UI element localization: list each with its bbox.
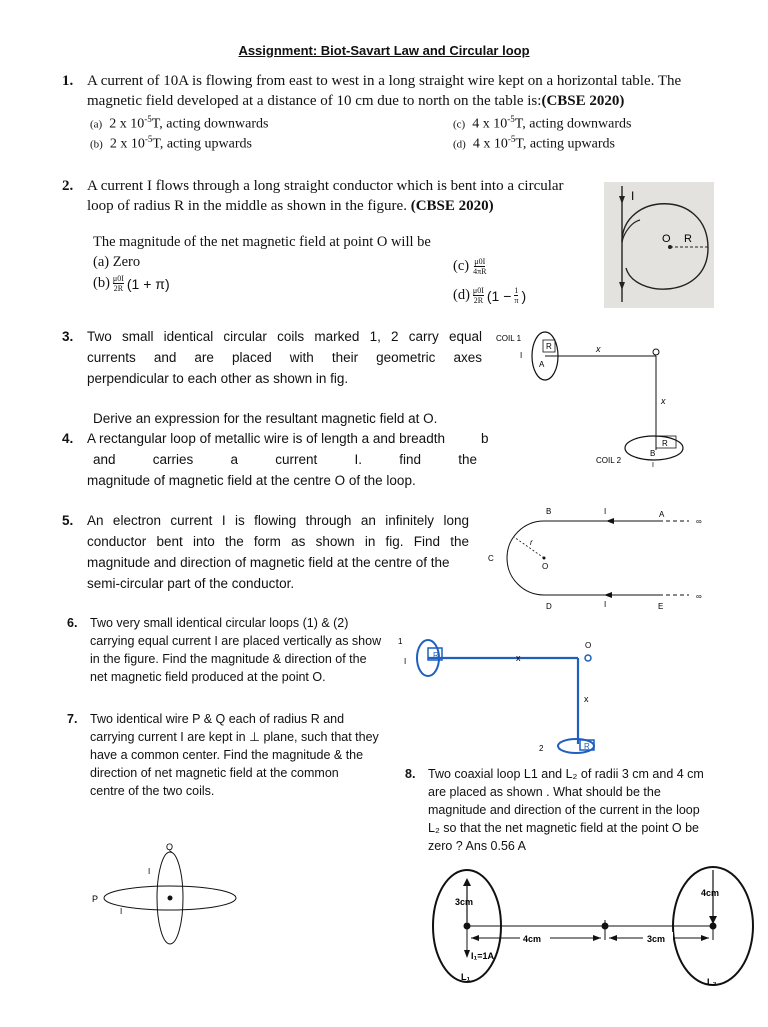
- q5-figure: [484, 503, 714, 613]
- fig-radius-label: R: [684, 233, 692, 245]
- fig-I2-label: I: [652, 462, 654, 469]
- fig-O-label: O: [542, 562, 549, 571]
- question-text: carrying current I are kept in ⊥ plane, such that they: [90, 730, 379, 744]
- option-c: (c) 4 x $10^{-5}T$, acting downwards: [453, 114, 632, 132]
- page-title: Assignment: Biot-Savart Law and Circular loop: [238, 43, 530, 58]
- fig-r-label: r: [530, 538, 533, 547]
- question-stem: The magnitude of the net magnetic field at point O will be: [93, 234, 431, 250]
- fig-x-label: x: [516, 653, 521, 663]
- fig-one-label: 1: [398, 637, 403, 646]
- fraction: μ0I 2R: [112, 274, 124, 293]
- fig-I-label: I: [148, 867, 151, 876]
- question-text: in the figure. Find the magnitude & direction of the: [90, 652, 367, 666]
- question-text: magnitude and direction of magnetic field at the centre of the: [87, 555, 450, 570]
- question-text: magnitude of magnetic field at the centre O of the loop.: [87, 473, 416, 488]
- fig-current-label: I₁=1A: [471, 951, 494, 961]
- fig-B-label: B: [650, 449, 656, 458]
- question-text: zero ? Ans 0.56 A: [428, 839, 526, 853]
- option-c: (c) μ0I 4πR: [453, 257, 487, 276]
- question-text: centre of the two coils.: [90, 784, 215, 798]
- source-tag: (CBSE 2020): [410, 198, 494, 214]
- question-text: A current I flows through a long straight conductor which is bent into a circular: [87, 178, 564, 194]
- fig-I2-label: I: [604, 600, 607, 609]
- fig-E-label: E: [658, 602, 664, 611]
- fig-L2-label: L₂: [707, 977, 717, 987]
- question-number: 2.: [62, 178, 74, 194]
- fig-R-label: R: [433, 651, 439, 660]
- fig-x2-label: x: [661, 396, 666, 406]
- fig-D-label: D: [546, 602, 552, 611]
- option-d: (d) μ0I 2R (1 − $\frac{1}{\pi}$ ): [453, 286, 527, 305]
- fig-inf-label: ∞: [696, 517, 702, 526]
- fig-C-label: C: [488, 554, 494, 563]
- option-a: (a) Zero: [93, 254, 141, 270]
- fig-O-label: O: [585, 641, 592, 650]
- q8-figure: [425, 862, 765, 1022]
- question-text: Derive an expression for the resultant magnetic field at O.: [93, 411, 438, 426]
- fraction: μ0I 2R: [472, 286, 484, 305]
- fig-I-label: I: [520, 351, 523, 360]
- fig-Q-label: Q: [166, 842, 174, 852]
- coil2-label: COIL 2: [596, 456, 622, 465]
- question-text: perpendicular to each other as shown in fig.: [87, 371, 349, 386]
- question-text: Two identical wire P & Q each of radius R and: [90, 712, 345, 726]
- fig-I-label: I: [404, 657, 407, 666]
- fig-I-label: I: [604, 507, 607, 516]
- fig-d1-label: 4cm: [523, 934, 542, 944]
- question-text: and carries a current I. find the: [93, 452, 477, 467]
- question-text: magnetic field developed at a distance of 10 cm due to north on the table is:(CBSE 2020): [87, 93, 625, 109]
- fig-x-label: x: [596, 344, 601, 354]
- q6-figure: [398, 636, 608, 758]
- fig-A-label: A: [659, 510, 665, 519]
- fraction: μ0I 4πR: [473, 257, 487, 276]
- fig-inf2-label: ∞: [696, 592, 702, 601]
- question-text: semi-circular part of the conductor.: [87, 576, 295, 591]
- question-text: A rectangular loop of metallic wire is of length a and breadth b: [87, 431, 489, 446]
- question-text: An electron current I is flowing through an infinitely long: [87, 513, 469, 528]
- fig-A-label: A: [539, 360, 545, 369]
- fig-point-label: O: [662, 233, 671, 245]
- question-text: A current of 10A is flowing from east to west in a long straight wire kept on a horizontal table. The: [87, 73, 682, 89]
- question-text: Two small identical circular coils marked 1, 2 carry equal: [87, 329, 482, 344]
- question-number: 7.: [67, 712, 78, 726]
- fig-I2-label: I: [120, 907, 123, 916]
- question-number: 4.: [62, 431, 74, 446]
- q2-figure: [604, 182, 714, 308]
- fig-current-label: I: [631, 189, 635, 203]
- option-d: (d) 4 x $10^{-5}T$, acting upwards: [453, 134, 615, 152]
- question-text: magnitude and direction of the current in the loop: [428, 803, 700, 817]
- question-text: are placed as shown . What should be the: [428, 785, 661, 799]
- option-b: (b) 2 x $10^{-5}T$, acting upwards: [90, 134, 252, 152]
- question-text: conductor bent into the form as shown in fig. Find the: [87, 534, 469, 549]
- question-text: net magnetic field produced at the point O.: [90, 670, 326, 684]
- fig-R2-label: R: [584, 742, 590, 751]
- question-text: Two coaxial loop L1 and L₂ of radii 3 cm and 4 cm: [428, 767, 704, 781]
- fig-R-label: R: [546, 342, 552, 351]
- question-text: L₂ so that the net magnetic field at the point O be: [428, 821, 699, 835]
- q3-figure: [496, 330, 696, 472]
- fig-d2-label: 3cm: [647, 934, 666, 944]
- question-text: currents and are placed with their geometric axes: [87, 350, 482, 365]
- question-text: loop of radius R in the middle as shown in the figure. (CBSE 2020): [87, 198, 494, 214]
- fig-B-label: B: [546, 507, 552, 516]
- question-text: Two very small identical circular loops (1) & (2): [90, 616, 349, 630]
- fig-P-label: P: [92, 894, 99, 904]
- question-number: 1.: [62, 73, 74, 89]
- option-b: (b) μ0I 2R (1 + π): [93, 274, 170, 293]
- question-text: carrying equal current I are placed vertically as show: [90, 634, 382, 648]
- question-number: 5.: [62, 513, 74, 528]
- fig-r1-label: 3cm: [455, 897, 474, 907]
- fig-two-label: 2: [539, 744, 544, 753]
- question-text: direction of net magnetic field at the common: [90, 766, 339, 780]
- question-number: 3.: [62, 329, 74, 344]
- fig-x2-label: x: [584, 694, 589, 704]
- fraction: $\frac{1}{\pi}$: [514, 286, 519, 305]
- fig-R2-label: R: [662, 439, 668, 448]
- q7-figure: [88, 840, 268, 950]
- fig-L1-label: L₁: [461, 972, 471, 982]
- source-tag: (CBSE 2020): [541, 93, 625, 109]
- question-text: have a common center. Find the magnitude & the: [90, 748, 364, 762]
- question-number: 6.: [67, 616, 78, 630]
- coil1-label: COIL 1: [496, 334, 522, 343]
- option-a: (a) 2 x $10^{-5}T$, acting downwards: [90, 114, 269, 132]
- fig-r2-label: 4cm: [701, 888, 720, 898]
- question-number: 8.: [405, 767, 416, 781]
